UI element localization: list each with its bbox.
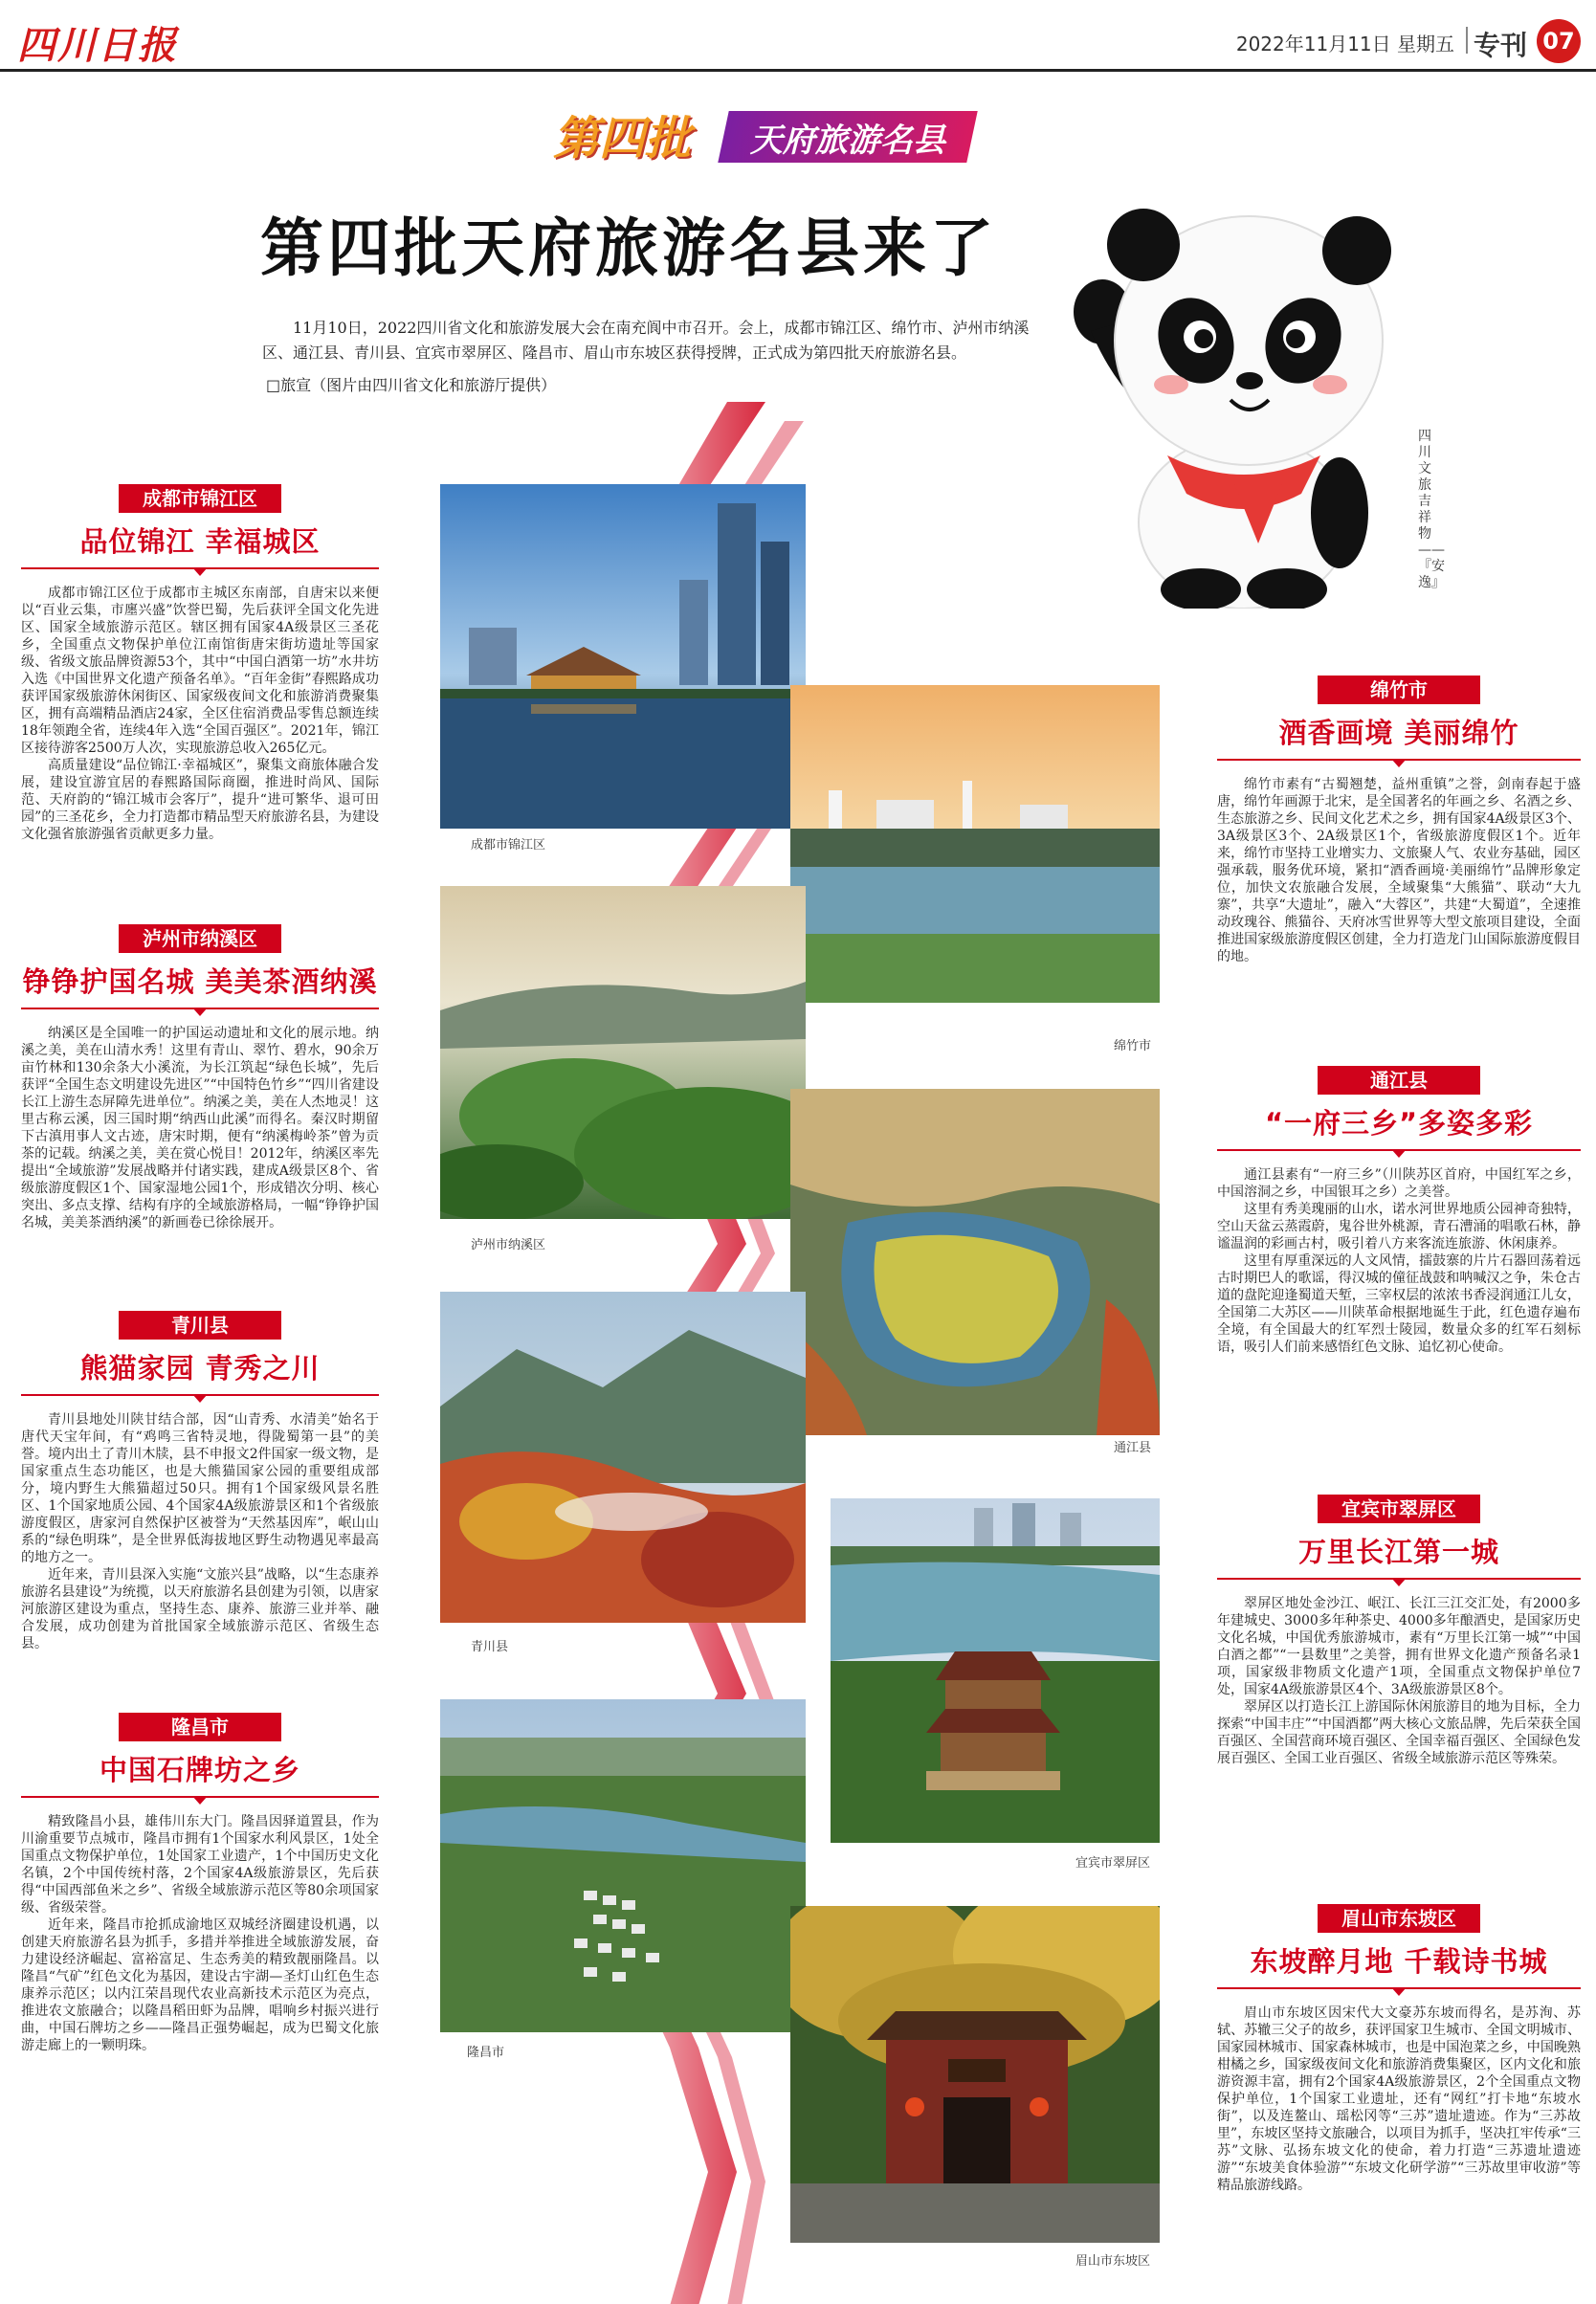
page-number-badge: 07: [1537, 19, 1581, 63]
section-rule: [1217, 1578, 1581, 1580]
topic-banner: [553, 101, 1003, 168]
section-body: [21, 585, 379, 843]
section-qingchuan: [21, 1311, 379, 1652]
section-naxi: [21, 924, 379, 1231]
section-mianzhu: [1217, 676, 1581, 965]
banner-tag: [718, 111, 977, 163]
body-paragraph: 绵竹市素有“古蜀翘楚，益州重镇”之誉，剑南春起于盛唐，绵竹年画源于北宋，是全国著名的年画之乡、名酒之乡、生态旅游之乡、民间文化艺术之乡，拥有国家4A级景区3个、3A级景区3个、2A级景区1个，省级旅游度假区1个。近年来，绵竹市坚持工业增实力、文旅聚人气、农业夯基础，园区强承载，服务优环境，紧扣“酒香画境·美丽绵竹”品牌形象定位，加快文农旅融合发展，全域聚集“大熊猫”、联动“大九寨”，共享“大遗址”，融入“大蓉区”，共建“大蜀道”，全速推动玫瑰谷、熊猫谷、天府冰雪世界等大型文旅项目建设，全面推进国家级旅游度假区创建，全力打造龙门山国际旅游度假目的地。: [1217, 777, 1581, 964]
section-tag: 眉山市东坡区: [1318, 1904, 1480, 1933]
section-cuiping: [1217, 1495, 1581, 1767]
body-paragraph: 通江县素有“一府三乡”（川陕苏区首府，中国红军之乡，中国溶洞之乡，中国银耳之乡）之美誉。: [1217, 1167, 1581, 1200]
section-rule: [21, 1008, 379, 1009]
panda-mascot-illustration: [1053, 168, 1416, 609]
photo-longchang: [440, 1699, 806, 2032]
body-paragraph: 翠屏区地处金沙江、岷江、长江三江交汇处，有2000多年建城史、3000多年种茶史、4000多年酿酒史，是国家历史文化名城，中国优秀旅游城市，素有“万里长江第一城”“中国白酒之都”“一县数里”之美誉，拥有世界文化遗产预备名录1项，国家级非物质文化遗产1项，全国重点文物保护单位7处，国家4A级旅游景区4个、3A级旅游景区8个。: [1217, 1596, 1581, 1697]
caption-naxi: 泸州市纳溪区: [471, 1238, 546, 1252]
masthead: [0, 0, 1596, 92]
section-body: [21, 1813, 379, 2054]
mascot-caption: 四川文旅吉祥物——『安逸』: [1418, 429, 1445, 590]
photo-naxi: [440, 886, 806, 1219]
section-rule: [21, 1394, 379, 1396]
section-dongpo: [1217, 1904, 1581, 2194]
caption-dongpo: 眉山市东坡区: [1075, 2254, 1151, 2269]
section-tag: 隆昌市: [119, 1713, 281, 1741]
section-title: 东坡醉月地 千载诗书城: [1250, 1945, 1548, 1978]
photo-tongjiang: [790, 1089, 1160, 1435]
section-tag: 通江县: [1318, 1066, 1480, 1095]
masthead-rule: [0, 69, 1596, 72]
body-paragraph: 青川县地处川陕甘结合部，因“山青秀、水清美”始名于唐代天宝年间，有“鸡鸣三省特灵地，得陇蜀第一县”的美誉。境内出土了青川木牍，县不申报文2件国家一级文物，是国家重点生态功能区，也是大熊猫国家公园的重要组成部分，境内野生大熊猫超过50只。拥有1个国家级风景名胜区、1个国家地质公园、4个国家4A级旅游景区和1个省级旅游度假区，唐家河自然保护区被誉为“天然基因库”，岷山山系的“绿色明珠”，是全世界低海拔地区野生动物遇见率最高的地方之一。: [21, 1412, 379, 1565]
section-tag: 成都市锦江区: [119, 484, 281, 513]
section-body: [1217, 776, 1581, 965]
caption-cuiping: 宜宾市翠屏区: [1075, 1856, 1151, 1871]
section-title: 万里长江第一城: [1297, 1536, 1499, 1568]
section-rule: [21, 1796, 379, 1798]
section-tag: 泸州市纳溪区: [119, 924, 281, 953]
body-paragraph: 近年来，隆昌市抢抓成渝地区双城经济圈建设机遇，以创建天府旅游名县为抓手，多措并举推进全域旅游发展，奋力建设经济崛起、富裕富足、生态秀美的精致靓丽隆昌。以隆昌“气矿”红色文化为基因，建设古宇湖—圣灯山红色生态康养示范区；以内江荣昌现代农业高新技术示范区为亮点，推进农文旅融合；以隆昌稻田虾为品牌，唱响乡村振兴进行曲，中国石牌坊之乡——隆昌正强势崛起，成为巴蜀文化旅游走廊上的一颗明珠。: [21, 1917, 379, 2053]
caption-longchang: 隆昌市: [467, 2046, 505, 2060]
banner-tag-text: 天府旅游名县: [750, 121, 945, 160]
section-body: [1217, 1166, 1581, 1356]
body-paragraph: 这里有秀美瑰丽的山水，诺水河世界地质公园神奇独特，空山天盆云蒸霞蔚，鬼谷世外桃源，青石漕涌的唱歌石林，静谧温润的彩画古村，吸引着八方来客流连旅游、休闲康养。: [1217, 1202, 1581, 1252]
caption-mianzhu: 绵竹市: [1114, 1039, 1152, 1053]
section-title: 酒香画境 美丽绵竹: [1278, 717, 1519, 749]
photo-dongpo: [790, 1906, 1160, 2243]
section-body: [1217, 2005, 1581, 2194]
issue-date: 2022年11月11日 星期五: [1235, 33, 1454, 55]
section-title: 中国石牌坊之乡: [99, 1754, 300, 1786]
section-tag: 绵竹市: [1318, 676, 1480, 704]
body-paragraph: 近年来，青川县深入实施“文旅兴县”战略，以“生态康养旅游名县建设”为统揽，以天府旅游名县创建为引领，以唐家河旅游区建设为重点，坚持生态、康养、旅游三业并举、融合发展，成功创建为首批国家全域旅游示范区、省级生态县。: [21, 1567, 379, 1651]
section-jinjiang: [21, 484, 379, 843]
section-body: [21, 1411, 379, 1652]
caption-jinjiang: 成都市锦江区: [471, 838, 546, 853]
caption-qingchuan: 青川县: [471, 1640, 509, 1654]
photo-mianzhu: [790, 685, 1160, 1003]
photo-jinjiang: [440, 484, 806, 829]
masthead-divider: [1466, 27, 1468, 54]
body-paragraph: 精致隆昌小县，雄伟川东大门。隆昌因驿道置县，作为川渝重要节点城市，隆昌市拥有1个国家水利风景区，1处全国重点文物保护单位，1处国家工业遗产，1个中国历史文化名镇，2个中国传统村落，2个国家4A级旅游景区，先后获得“中国西部鱼米之乡”、省级全域旅游示范区等80余项国家级、省级荣誉。: [21, 1814, 379, 1916]
section-rule: [21, 567, 379, 569]
section-rule: [1217, 1987, 1581, 1989]
section-tongjiang: [1217, 1066, 1581, 1356]
section-tag: 青川县: [119, 1311, 281, 1340]
body-paragraph: 眉山市东坡区因宋代大文豪苏东坡而得名，是苏洵、苏轼、苏辙三父子的故乡，获评国家卫生城市、全国文明城市、国家园林城市、国家森林城市，也是中国泡菜之乡，中国晚熟柑橘之乡，国家级夜间文化和旅游消费集聚区，区内文化和旅游资源丰富，拥有2个国家4A级旅游景区，2个全国重点文物保护单位，1个国家工业遗址，还有“网红”打卡地“东坡水街”，以及连鳌山、瑶松冈等“三苏”遗址遗迹。作为“三苏故里”，东坡区坚持文旅融合，以项目为抓手，坚决扛牢传承“三苏”文脉、弘扬东坡文化的使命，着力打造“三苏遗址遗迹游”“东坡美食体验游”“东坡文化研学游”“三苏故里审收游”等精品旅游线路。: [1217, 2005, 1581, 2193]
photo-cuiping: [831, 1498, 1160, 1843]
photo-qingchuan: [440, 1292, 806, 1623]
section-title: 熊猫家园 青秀之川: [79, 1352, 321, 1385]
section-rule: [1217, 759, 1581, 761]
section-longchang: [21, 1713, 379, 2054]
body-paragraph: 翠屏区以打造长江上游国际休闲旅游目的地为目标，全力探索“中国丰庄”“中国酒都”两大核心文旅品牌，先后荣获全国百强区、全国营商环境百强区、全国幸福百强区、全国绿色发展百强区、全国工业百强区、省级全域旅游示范区等殊荣。: [1217, 1699, 1581, 1766]
byline: □旅宣（图片由四川省文化和旅游厅提供）: [266, 376, 557, 394]
section-title: 品位锦江 幸福城区: [79, 525, 321, 558]
page-headline: 第四批天府旅游名县来了: [260, 211, 997, 285]
lede-paragraph: 11月10日，2022四川省文化和旅游发展大会在南充阆中市召开。会上，成都市锦江区、绵竹市、泸州市纳溪区、通江县、青川县、宜宾市翠屏区、隆昌市、眉山市东坡区获得授牌，正式成为第四批天府旅游名县。: [262, 319, 1030, 362]
section-tag: 宜宾市翠屏区: [1318, 1495, 1480, 1523]
body-paragraph: 这里有厚重深远的人文风情，擂鼓寨的片片石器回荡着远古时期巴人的歌谣，得汉城的僮征战鼓和呐喊汉之争，朱仓古道的盘陀迎逢蜀道天堑，三宰权层的浓浓书香浸润通江儿女，全国第二大苏区——川陕革命根据地诞生于此，红色遗存遍布全境，有全国最大的红军烈士陵园，数量众多的红军石刻标语，吸引人们前来感悟红色文脉、追忆初心使命。: [1217, 1253, 1581, 1355]
banner-batch: 第四批: [553, 112, 692, 166]
section-body: [1217, 1595, 1581, 1767]
section-body: [21, 1025, 379, 1231]
body-paragraph: 纳溪区是全国唯一的护国运动遗址和文化的展示地。纳溪之美，美在山清水秀！这里有青山、翠竹、碧水，90余万亩竹林和130余条大小溪流，为长江筑起“绿色长城”，先后获评“全国生态文明建设先进区”“中国特色竹乡”“四川省建设长江上游生态屏障先进单位”。纳溪之美，美在人杰地灵！这里古称云溪，因三国时期“纳西山此溪”而得名。秦汉时期留下古滇用事人文古迹，唐宋时期，便有“纳溪梅岭茶”曾为贡茶的记载。纳溪之美，美在赏心悦目！2012年，纳溪区率先提出“全域旅游”发展战略并付诸实践，建成A级景区8个、省级旅游度假区1个、国家湿地公园1个，形成错次分明、核心突出、多点支撑、结构有序的全域旅游格局，一幅“铮铮护国名城，美美茶酒纳溪”的新画卷已徐徐展开。: [21, 1026, 379, 1230]
newspaper-logo: 四川日报: [17, 23, 178, 68]
section-rule: [1217, 1149, 1581, 1151]
section-name: 专刊: [1473, 30, 1527, 61]
caption-tongjiang: 通江县: [1114, 1441, 1152, 1455]
section-title: 铮铮护国名城 美美茶酒纳溪: [22, 965, 378, 998]
body-paragraph: 高质量建设“品位锦江·幸福城区”，聚集文商旅体融合发展，建设宜游宜居的春熙路国际商圈，推进时尚风、国际范、天府韵的“锦江城市会客厅”，提升“进可繁华、退可田园”的三圣花乡，全力打造都市精品型天府旅游名县，为建设文化强省旅游强省贡献更多力量。: [21, 758, 379, 842]
section-title: “一府三乡”多姿多彩: [1264, 1107, 1534, 1140]
body-paragraph: 成都市锦江区位于成都市主城区东南部，自唐宋以来便以“百业云集，市廛兴盛”饮誉巴蜀，先后获评全国文化先进区、国家全域旅游示范区。辖区拥有国家4A级景区三圣花乡，全国重点文物保护单位江南馆街唐宋街坊遗址等国家级、省级文旅品牌资源53个，其中“中国白酒第一坊”水井坊入选《中国世界文化遗产预备名单》。“百年金街”春熙路成功获评国家级旅游休闲街区、国家级夜间文化和旅游消费聚集区，拥有高端精品酒店24家，全区住宿消费品零售总额连续18年领跑全省，连续4年入选“全国百强区”。2021年，锦江区接待游客2500万人次，实现旅游总收入265亿元。: [21, 586, 379, 756]
